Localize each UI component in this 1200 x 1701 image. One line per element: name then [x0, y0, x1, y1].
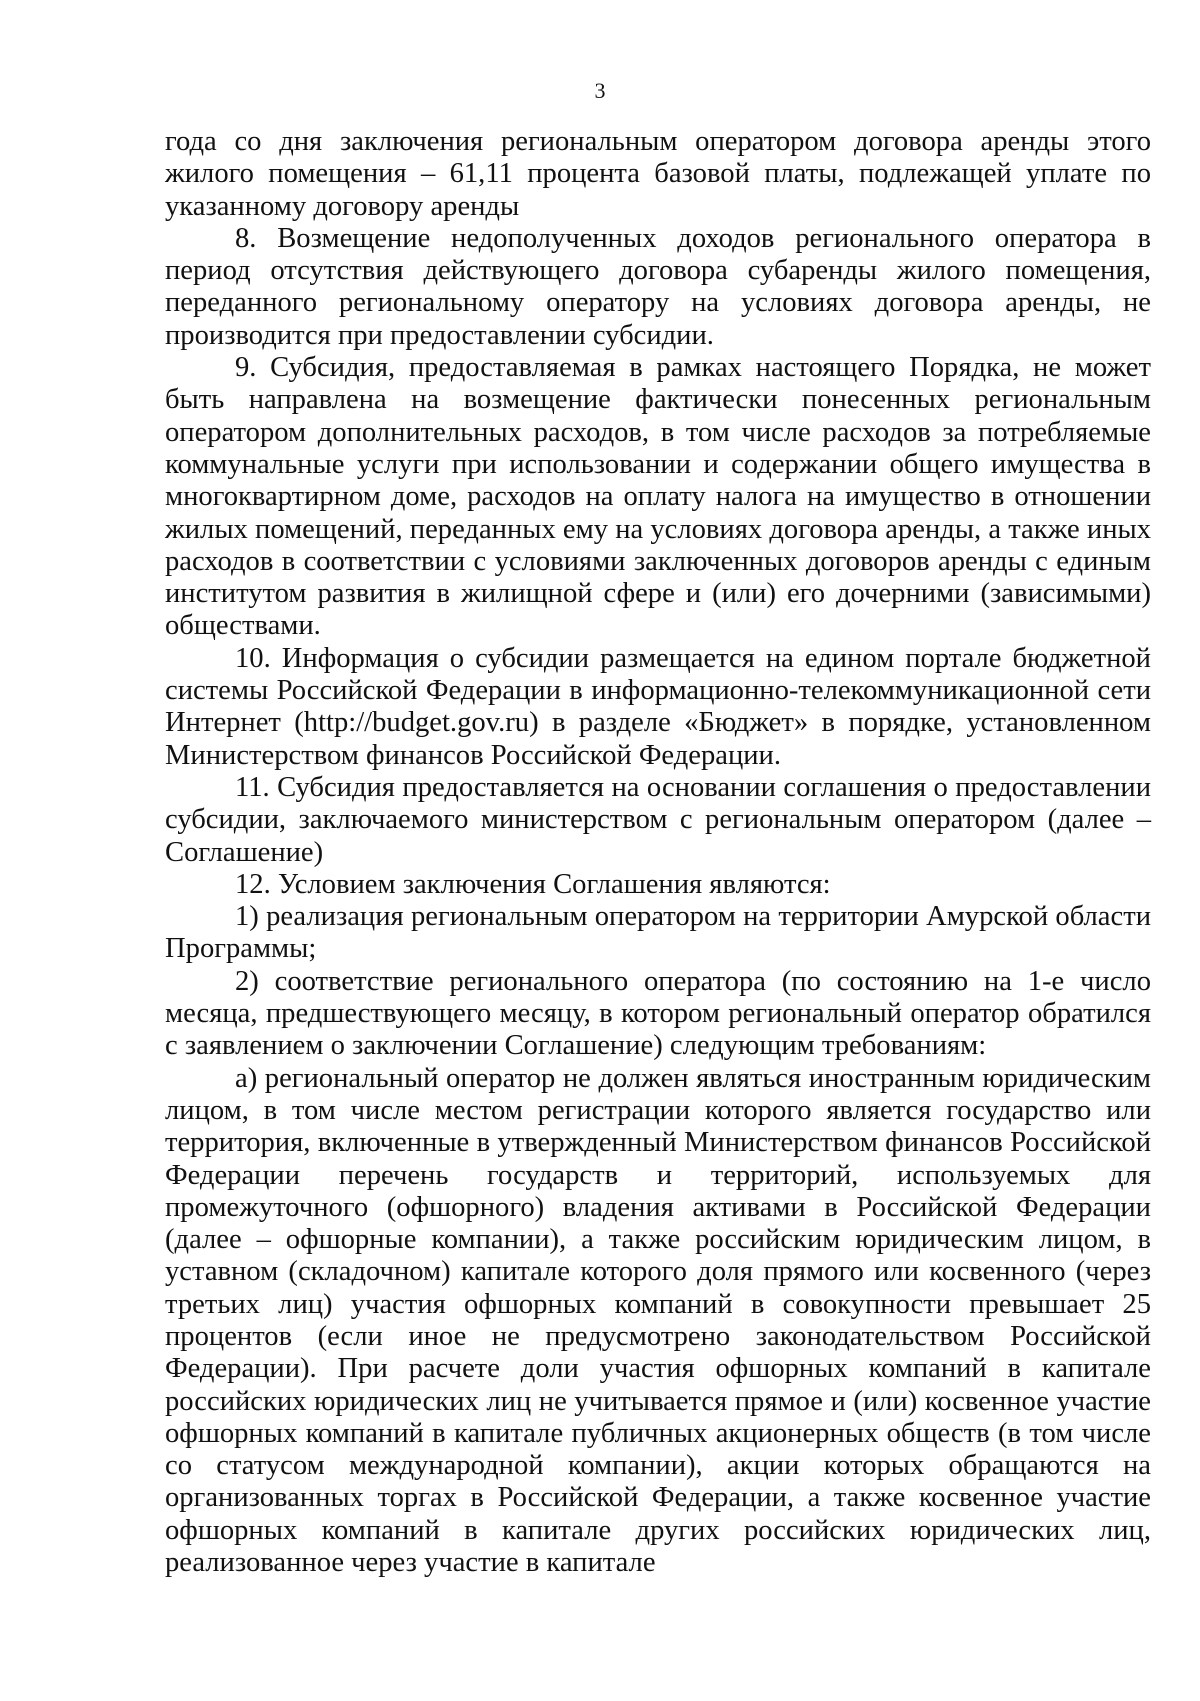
paragraph-12-item-2-a: а) региональный оператор не должен являться иностранным юридическим лицом, в том числе местом регистрации которого является государство или территория, включенные в утвержденный Министерством финансов Российской Федерации перечень государств и территорий, используемых для промежуточного (офшорного) владения активами в Российской Федерации (далее – офшорные компании), а также российским юридическим лицом, в уставном (складочном) капитале которого доля прямого или косвенного (через третьих лиц) участия офшорных компаний в совокупности превышает 25 процентов (если иное не предусмотрено законодательством Российской Федерации). При расчете доли участия офшорных компаний в капитале российских юридических лиц не учитывается прямое и (или) косвенное участие офшорных компаний в капитале публичных акционерных обществ (в том числе со статусом международной компании), акции которых обращаются на организованных торгах в Российской Федерации, а также косвенное участие офшорных компаний в капитале других российских юридических лиц, реализованное через участие в капитале — [165, 1062, 1151, 1579]
document-body — [165, 126, 1151, 1579]
paragraph-12-item-1: 1) реализация региональным оператором на территории Амурской области Программы; — [165, 901, 1151, 965]
paragraph-10: 10. Информация о субсидии размещается на едином портале бюджетной системы Российской Федерации в информационно-телекоммуникационной сети Интернет (http://budget.gov.ru) в разделе «Бюджет» в порядке, установленном Министерством финансов Российской Федерации. — [165, 642, 1151, 771]
paragraph-continuation: года со дня заключения региональным оператором договора аренды этого жилого помещения – 61,11 процента базовой платы, подлежащей уплате по указанному договору аренды — [165, 126, 1151, 222]
paragraph-12-item-2: 2) соответствие регионального оператора (по состоянию на 1-е число месяца, предшествующего месяцу, в котором региональный оператор обратился с заявлением о заключении Соглашение) следующим требованиям: — [165, 965, 1151, 1062]
paragraph-12: 12. Условием заключения Соглашения являются: — [235, 868, 831, 900]
paragraph-8: 8. Возмещение недополученных доходов регионального оператора в период отсутствия действующего договора субаренды жилого помещения, переданного региональному оператору на условиях договора аренды, не производится при предоставлении субсидии. — [165, 222, 1151, 351]
paragraph-11: 11. Субсидия предоставляется на основании соглашения о предоставлении субсидии, заключаемого министерством с региональным оператором (далее – Соглашение) — [165, 771, 1151, 868]
page-number: 3 — [594, 78, 606, 103]
paragraph-9: 9. Субсидия, предоставляемая в рамках настоящего Порядка, не может быть направлена на возмещение фактически понесенных региональным оператором дополнительных расходов, в том числе расходов за потребляемые коммунальные услуги при использовании и содержании общего имущества в многоквартирном доме, расходов на оплату налога на имущество в отношении жилых помещений, переданных ему на условиях договора аренды, а также иных расходов в соответствии с условиями заключенных договоров аренды с единым институтом развития в жилищной сфере и (или) его дочерними (зависимыми) обществами. — [165, 352, 1151, 642]
